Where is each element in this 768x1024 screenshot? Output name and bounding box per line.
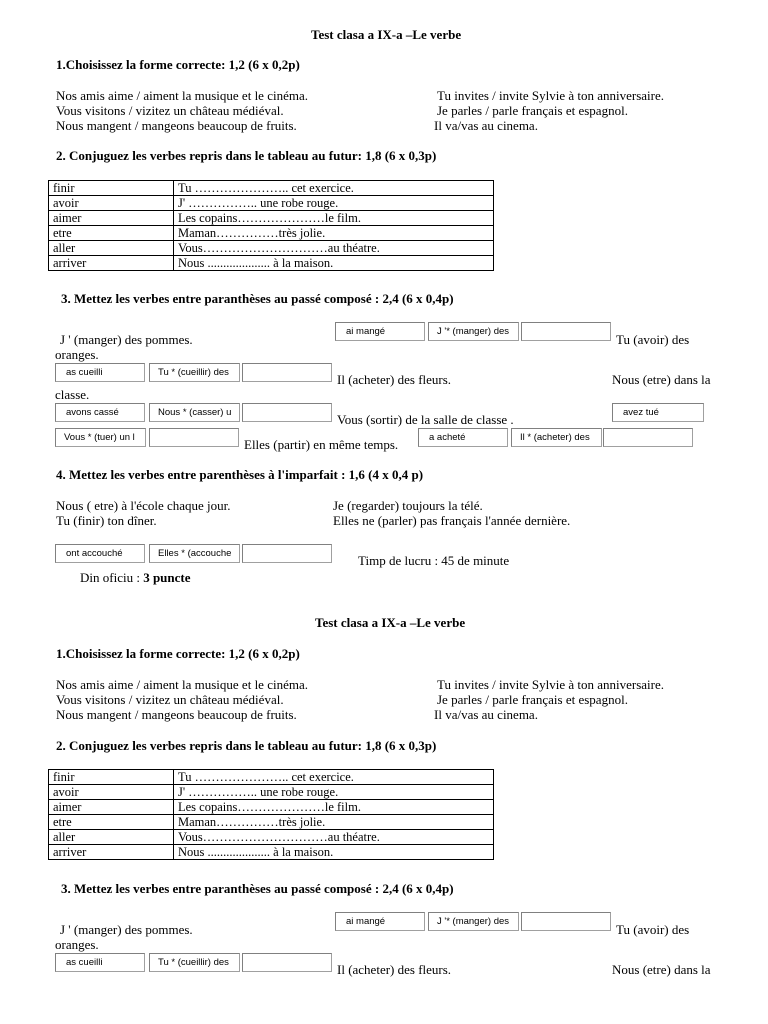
sentence-cell: Tu ………………….. cet exercice. [174, 770, 494, 785]
prompt-field-vous-tuer[interactable]: Vous * (tuer) un l [55, 428, 146, 447]
prompt-field-elles-accouche[interactable]: Elles * (accouche [149, 544, 240, 563]
ex1-left-1: Nos amis aime / aiment la musique et le cinéma. [56, 677, 308, 692]
prompt-field-j-manger[interactable]: J '* (manger) des [428, 322, 519, 341]
prompt-field-tu-cueillir[interactable]: Tu * (cueillir) des [149, 953, 240, 972]
futur-table [48, 769, 494, 860]
exercise-1-heading: 1.Choisissez la forme correcte: 1,2 (6 x 0,2p) [56, 646, 300, 661]
verb-cell: aimer [49, 211, 174, 226]
page-title: Test clasa a IX-a –Le verbe [311, 27, 462, 42]
answer-field-ont-accouche[interactable]: ont accouché [55, 544, 145, 563]
answer-field-a-achete[interactable]: a acheté [418, 428, 508, 447]
sentence-cell: J' …………….. une robe rouge. [174, 196, 494, 211]
verb-cell: aller [49, 241, 174, 256]
ex3-tu-avoir-text: Tu (avoir) des [616, 332, 690, 347]
verb-cell: finir [49, 181, 174, 196]
ex1-right-1: Tu invites / invite Sylvie à ton anniversaire. [437, 677, 664, 692]
verb-cell: aller [49, 830, 174, 845]
verb-cell: aimer [49, 800, 174, 815]
ex1-left-3: Nous mangent / mangeons beaucoup de fruits. [56, 118, 297, 133]
ex1-right-2: Je parles / parle français et espagnol. [437, 103, 628, 118]
prompt-field-tu-cueillir[interactable]: Tu * (cueillir) des [149, 363, 240, 382]
oficiu-label: Din oficiu : [80, 570, 144, 585]
ex1-right-2: Je parles / parle français et espagnol. [437, 692, 628, 707]
exercise-4-heading: 4. Mettez les verbes entre parenthèses à l'imparfait : 1,6 (4 x 0,4 p) [56, 467, 424, 482]
ex4-right-1: Je (regarder) toujours la télé. [333, 498, 483, 513]
table-row [49, 196, 494, 211]
exercise-2-heading: 2. Conjuguez les verbes repris dans le tableau au futur: 1,8 (6 x 0,3p) [56, 738, 437, 753]
ex1-left-2: Vous visitons / vizitez un château médiéval. [56, 103, 284, 118]
ex4-left-1: Nous ( etre) à l'école chaque jour. [56, 498, 231, 513]
answer-field-avez-tue[interactable]: avez tué [612, 403, 704, 422]
table-row [49, 815, 494, 830]
prompt-field-j-manger[interactable]: J '* (manger) des [428, 912, 519, 931]
sentence-cell: Nous .................... à la maison. [174, 845, 494, 860]
ex3-classe-text: classe. [55, 387, 90, 402]
ex3-il-acheter-text: Il (acheter) des fleurs. [337, 962, 452, 977]
input-field-tu-cueillir[interactable] [242, 953, 332, 972]
verb-cell: avoir [49, 196, 174, 211]
table-row [49, 845, 494, 860]
input-field-il-acheter[interactable] [603, 428, 693, 447]
exercise-3-heading: 3. Mettez les verbes entre paranthèses au passé composé : 2,4 (6 x 0,4p) [61, 291, 454, 306]
oficiu-value: 3 puncte [143, 570, 191, 585]
exercise-1-heading: 1.Choisissez la forme correcte: 1,2 (6 x 0,2p) [56, 57, 300, 72]
timp-de-lucru: Timp de lucru : 45 de minute [358, 553, 510, 568]
ex3-oranges-text: oranges. [55, 937, 99, 952]
ex4-left-2: Tu (finir) ton dîner. [56, 513, 157, 528]
exercise-2-heading: 2. Conjuguez les verbes repris dans le tableau au futur: 1,8 (6 x 0,3p) [56, 148, 437, 163]
sentence-cell: Maman……………très jolie. [174, 815, 494, 830]
din-oficiu [80, 570, 191, 585]
prompt-field-nous-casser[interactable]: Nous * (casser) u [149, 403, 240, 422]
ex3-manger-text: J ' (manger) des pommes. [60, 922, 193, 937]
sentence-cell: Les copains…………………le film. [174, 800, 494, 815]
sentence-cell: Vous…………………………au théatre. [174, 241, 494, 256]
prompt-field-il-acheter[interactable]: Il * (acheter) des [511, 428, 602, 447]
verb-cell: arriver [49, 256, 174, 271]
table-row [49, 226, 494, 241]
ex3-tu-avoir-text: Tu (avoir) des [616, 922, 690, 937]
input-field-vous-tuer[interactable] [149, 428, 239, 447]
input-field-elles-accouche[interactable] [242, 544, 332, 563]
ex1-right-1: Tu invites / invite Sylvie à ton anniversaire. [437, 88, 664, 103]
verb-cell: avoir [49, 785, 174, 800]
verb-cell: arriver [49, 845, 174, 860]
verb-cell: etre [49, 815, 174, 830]
table-row [49, 770, 494, 785]
ex1-right-3: Il va/vas au cinema. [434, 707, 538, 722]
verb-cell: etre [49, 226, 174, 241]
input-field-j-manger[interactable] [521, 912, 611, 931]
ex4-right-2: Elles ne (parler) pas français l'année dernière. [333, 513, 571, 528]
ex3-elles-partir-text: Elles (partir) en même temps. [244, 437, 399, 452]
ex1-left-1: Nos amis aime / aiment la musique et le cinéma. [56, 88, 308, 103]
input-field-nous-casser[interactable] [242, 403, 332, 422]
exercise-3-heading: 3. Mettez les verbes entre paranthèses au passé composé : 2,4 (6 x 0,4p) [61, 881, 454, 896]
answer-field-as-cueilli[interactable]: as cueilli [55, 363, 145, 382]
ex3-il-acheter-text: Il (acheter) des fleurs. [337, 372, 452, 387]
answer-field-ai-mange[interactable]: ai mangé [335, 322, 425, 341]
ex3-vous-sortir-text: Vous (sortir) de la salle de classe . [337, 412, 514, 427]
table-row [49, 181, 494, 196]
ex1-left-3: Nous mangent / mangeons beaucoup de fruits. [56, 707, 297, 722]
sentence-cell: Maman……………très jolie. [174, 226, 494, 241]
answer-field-avons-casse[interactable]: avons cassé [55, 403, 145, 422]
verb-cell: finir [49, 770, 174, 785]
ex3-nous-etre-text: Nous (etre) dans la [612, 372, 711, 387]
sentence-cell: J' …………….. une robe rouge. [174, 785, 494, 800]
table-row [49, 211, 494, 226]
input-field-tu-cueillir[interactable] [242, 363, 332, 382]
answer-field-ai-mange[interactable]: ai mangé [335, 912, 425, 931]
ex1-right-3: Il va/vas au cinema. [434, 118, 538, 133]
sentence-cell: Tu ………………….. cet exercice. [174, 181, 494, 196]
ex3-manger-text: J ' (manger) des pommes. [60, 332, 193, 347]
page-title: Test clasa a IX-a –Le verbe [315, 615, 466, 630]
ex3-oranges-text: oranges. [55, 347, 99, 362]
table-row [49, 830, 494, 845]
sentence-cell: Les copains…………………le film. [174, 211, 494, 226]
sentence-cell: Nous .................... à la maison. [174, 256, 494, 271]
input-field-j-manger[interactable] [521, 322, 611, 341]
ex1-left-2: Vous visitons / vizitez un château médiéval. [56, 692, 284, 707]
answer-field-as-cueilli[interactable]: as cueilli [55, 953, 145, 972]
table-row [49, 800, 494, 815]
table-row [49, 256, 494, 271]
futur-table [48, 180, 494, 271]
sentence-cell: Vous…………………………au théatre. [174, 830, 494, 845]
table-row [49, 241, 494, 256]
table-row [49, 785, 494, 800]
ex3-nous-etre-text: Nous (etre) dans la [612, 962, 711, 977]
